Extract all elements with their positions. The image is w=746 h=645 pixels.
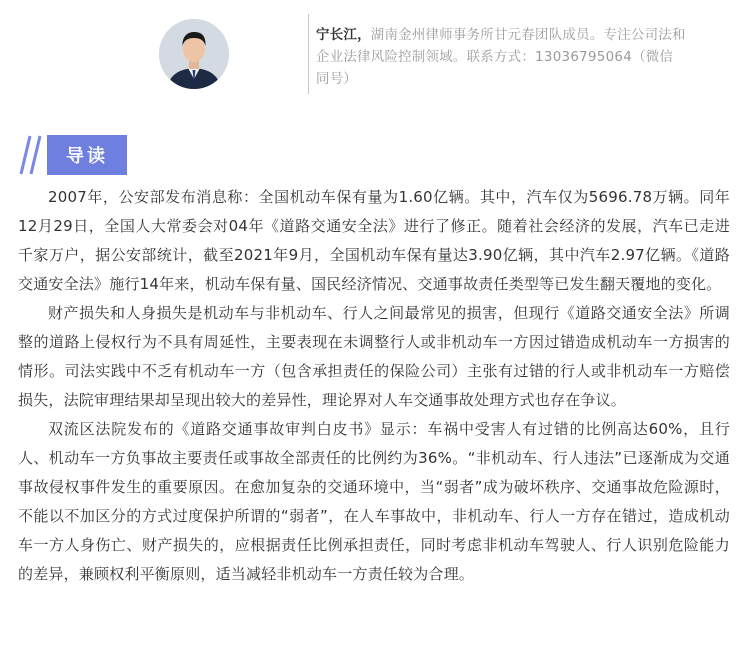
paragraph: 2007年，公安部发布消息称：全国机动车保有量为1.60亿辆。其中，汽车仅为5696.78万辆。同年12月29日，全国人大常委会对04年《道路交通安全法》进行了修正。随着社会经济的发展，汽车已走进千家万户，据公安部统计，截至2021年9月，全国机动车保有量达3.90亿辆，其中汽车2.97亿辆。《道路交通安全法》施行14年来，机动车保有量、国民经济情况、交通事故责任类型等已发生翻天覆地的变化。 (18, 188, 730, 293)
author-bio (316, 25, 686, 91)
paragraph: 双流区法院发布的《道路交通事故审判白皮书》显示：车祸中受害人有过错的比例高达60%，且行人、机动车一方负事故主要责任或事故全部责任的比例约为36%。“非机动车、行人违法”已逐渐成为交通事故侵权事件发生的重要原因。在愈加复杂的交通环境中，当“弱者”成为破坏秩序、交通事故危险源时，不能以不加区分的方式过度保护所谓的“弱者”，在人车事故中，非机动车、行人一方存在错过，造成机动车一方人身伤亡、财产损失的，应根据责任比例承担责任，同时考虑非机动车驾驶人、行人识别危险能力的差异，兼顾权利平衡原则，适当减轻非机动车一方责任较为合理。 (18, 420, 730, 583)
avatar-portrait-icon (159, 19, 229, 89)
author-avatar (159, 19, 229, 89)
author-description: 湖南金州律师事务所甘元春团队成员。专注公司法和企业法律风险控制领域。联系方式：13036795064（微信同号） (316, 28, 686, 87)
paragraph: 财产损失和人身损失是机动车与非机动车、行人之间最常见的损害，但现行《道路交通安全法》所调整的道路上侵权行为不具有周延性，主要表现在未调整行人或非机动车一方因过错造成机动车一方损害的情形。司法实践中不乏有机动车一方（包含承担责任的保险公司）主张有过错的行人或非机动车一方赔偿损失，法院审理结果却呈现出较大的差异性，理论界对人车交通事故处理方式也存在争议。 (18, 304, 730, 409)
section-title: 导读 (47, 135, 127, 175)
author-divider (308, 14, 309, 94)
author-name: 宁长江， (316, 28, 371, 43)
author-block (0, 0, 746, 110)
article-body (18, 183, 730, 589)
double-slash-icon (18, 133, 48, 177)
section-header (18, 133, 218, 177)
